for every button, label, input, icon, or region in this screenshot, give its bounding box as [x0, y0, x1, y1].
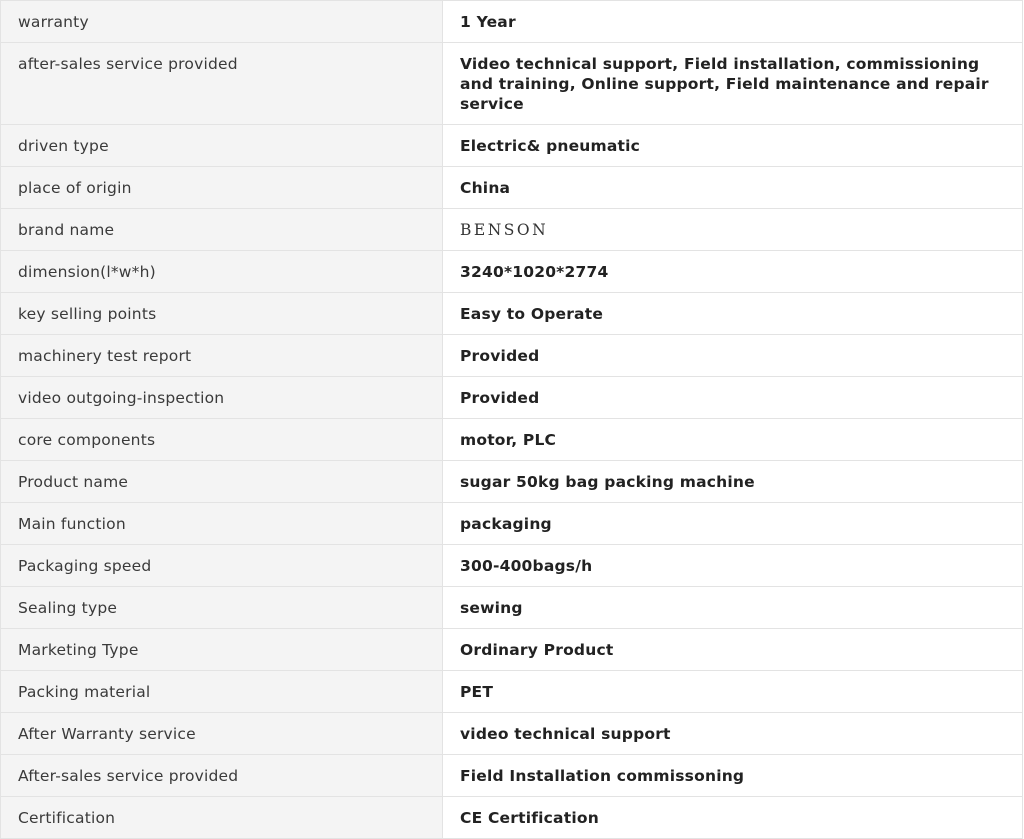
row-label: after-sales service provided	[1, 43, 443, 125]
row-value: CE Certification	[443, 797, 1023, 839]
row-label: Packing material	[1, 671, 443, 713]
row-value: video technical support	[443, 713, 1023, 755]
row-label: Certification	[1, 797, 443, 839]
row-label: core components	[1, 419, 443, 461]
table-row	[1, 419, 1023, 461]
row-label: Packaging speed	[1, 545, 443, 587]
table-row	[1, 671, 1023, 713]
row-label: After-sales service provided	[1, 755, 443, 797]
table-row	[1, 545, 1023, 587]
table-row	[1, 1, 1023, 43]
table-row	[1, 755, 1023, 797]
row-label: Product name	[1, 461, 443, 503]
row-label: video outgoing-inspection	[1, 377, 443, 419]
table-row	[1, 797, 1023, 839]
row-label: Sealing type	[1, 587, 443, 629]
row-label: After Warranty service	[1, 713, 443, 755]
row-label: key selling points	[1, 293, 443, 335]
row-value: Video technical support, Field installation, commissioning and training, Online support, Field maintenance and repair service	[443, 43, 1023, 125]
row-value: sugar 50kg bag packing machine	[443, 461, 1023, 503]
row-label: dimension(l*w*h)	[1, 251, 443, 293]
row-label: Marketing Type	[1, 629, 443, 671]
table-row	[1, 251, 1023, 293]
row-value: Easy to Operate	[443, 293, 1023, 335]
table-row	[1, 167, 1023, 209]
table-row	[1, 377, 1023, 419]
table-row	[1, 125, 1023, 167]
row-value: packaging	[443, 503, 1023, 545]
row-value: Ordinary Product	[443, 629, 1023, 671]
row-value: 3240*1020*2774	[443, 251, 1023, 293]
row-value: Electric& pneumatic	[443, 125, 1023, 167]
row-label: place of origin	[1, 167, 443, 209]
table-row	[1, 293, 1023, 335]
row-value: Provided	[443, 377, 1023, 419]
row-value: Provided	[443, 335, 1023, 377]
row-label: brand name	[1, 209, 443, 251]
row-value: Field Installation commissoning	[443, 755, 1023, 797]
table-row	[1, 587, 1023, 629]
table-row	[1, 461, 1023, 503]
row-value: China	[443, 167, 1023, 209]
table-row	[1, 713, 1023, 755]
row-label: driven type	[1, 125, 443, 167]
row-label: machinery test report	[1, 335, 443, 377]
table-row	[1, 335, 1023, 377]
row-value: motor, PLC	[443, 419, 1023, 461]
row-value: 1 Year	[443, 1, 1023, 43]
table-row	[1, 43, 1023, 125]
row-label: Main function	[1, 503, 443, 545]
row-value: sewing	[443, 587, 1023, 629]
row-value: 300-400bags/h	[443, 545, 1023, 587]
row-label: warranty	[1, 1, 443, 43]
table-row	[1, 209, 1023, 251]
table-row	[1, 503, 1023, 545]
table-row	[1, 629, 1023, 671]
brand-name-value: BENSON	[443, 209, 1023, 251]
row-value: PET	[443, 671, 1023, 713]
